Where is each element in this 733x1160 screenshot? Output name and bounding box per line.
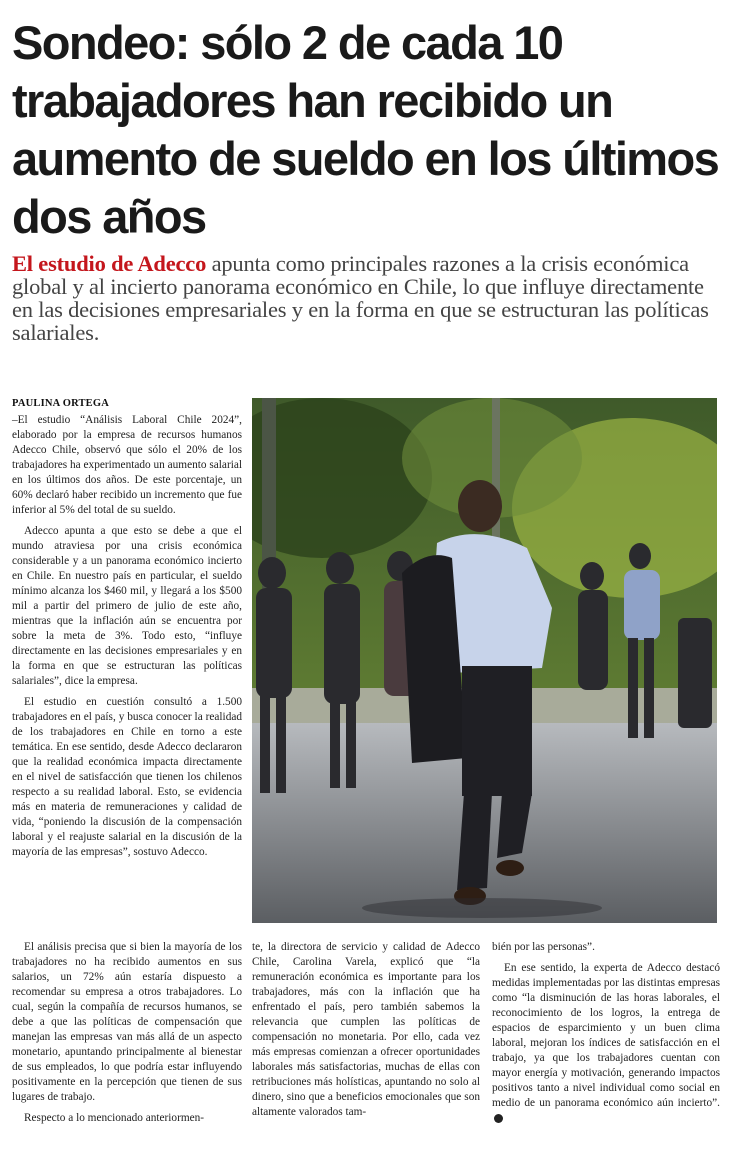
body-column-2 <box>252 940 480 1126</box>
body-column-1 <box>12 413 242 866</box>
headline: Sondeo: sólo 2 de cada 10 trabajadores han recibido un aumento de sueldo en los últimos dos años <box>12 16 719 243</box>
body-column-1-lower <box>12 940 242 1132</box>
body-column-3 <box>492 940 720 1132</box>
paragraph: El análisis precisa que si bien la mayoría de los trabajadores no ha recibido aumentos en sus salarios, un 72% aún estaría dispuesto a recomendar su empresa a otros trabajadores. Lo cual, según la compañía de recursos humanos, se debe a que las políticas de compensación que manejan las empresas van más allá de un aspecto monetario, apuntando principalmente al bienestar de sus empleados, lo que podría estar influyendo positivamente en la percepción que tienen de sus lugares de trabajo. <box>12 941 242 1103</box>
paragraph <box>492 961 720 1126</box>
paragraph: te, la directora de servicio y calidad de Adecco Chile, Carolina Varela, explicó que “la remuneración económica es importante para los trabajadores, más con la inflación que ha enfrentado el país, pero también sabemos la relevancia que cumplen las políticas de compensación no monetaria. Por ello, cada vez más empresas comienzan a ofrecer oportunidades laborales más satisfactorias, muchas de ellas con retribuciones más holísticas, apuntando no solo al dinero, sino que a beneficios emocionales que son altamente valorados tam- <box>252 941 480 1118</box>
paragraph: El estudio en cuestión consultó a 1.500 trabajadores en el país, y busca conocer la realidad de los trabajadores en Chile en torno a este temática. En ese sentido, desde Adecco declararon que la realidad económica impacta directamente en el nivel de satisfacción que tienen los chilenos respecto a su realidad laboral. Esto, se evidencia más en materia de remuneraciones y calidad de vida, “poniendo la discusión de la compensación laboral y el reajuste salarial en la discusión de la mayoría de las empresas”, sostuvo Adecco. <box>12 696 242 858</box>
paragraph: bién por las personas”. <box>492 941 595 953</box>
deck <box>12 252 724 344</box>
paragraph: Respecto a lo mencionado anteriormen- <box>24 1112 205 1124</box>
deck-text: apunta como principales razones a la crisis económica global y al incierto panorama económico en Chile, lo que influye directamente en las decisiones empresariales y en la forma en que se estructuran las políticas salariales. <box>12 251 709 345</box>
article-photo <box>252 398 717 923</box>
paragraph: Adecco apunta a que esto se debe a que el mundo atraviesa por una crisis económica considerable y a un panorama económico incierto en Chile. En nuestro país en particular, el sueldo mínimo alcanza los $460 mil, y llegará a los $500 mil a partir del primero de julio de este año, mientras que la inflación aún se encuentra por sobre la meta de 3%. Todo esto, “influye directamente en las decisiones empresariales y en la forma en que se estructuran las políticas salariales”, dice la empresa. <box>12 525 242 687</box>
deck-highlight: El estudio de Adecco <box>12 251 207 276</box>
article-end-icon <box>494 1114 503 1123</box>
paragraph-text: En ese sentido, la experta de Adecco destacó medidas implementadas por las distintas empresas como “la disminución de las horas laborales, el reconocimiento de los logros, la entrega de espacios de esparcimiento y un buen clima laboral, mejoran los índices de satisfacción en el trabajo, ya que los trabajadores cuentan con mayor energía y motivación, generando impactos positivos tanto a nivel individual como social en medio de un panorama económico aún incierto”. <box>492 962 720 1109</box>
paragraph: –El estudio “Análisis Laboral Chile 2024”, elaborado por la empresa de recursos humanos Adecco Chile, observó que sólo el 20% de los trabajadores ha experimentado un aumento salarial en los últimos dos años. De este porcentaje, un 60% declaró haber recibido un incremento que fue inferior al 5% del total de su sueldo. <box>12 414 242 516</box>
byline: PAULINA ORTEGA <box>12 398 110 409</box>
